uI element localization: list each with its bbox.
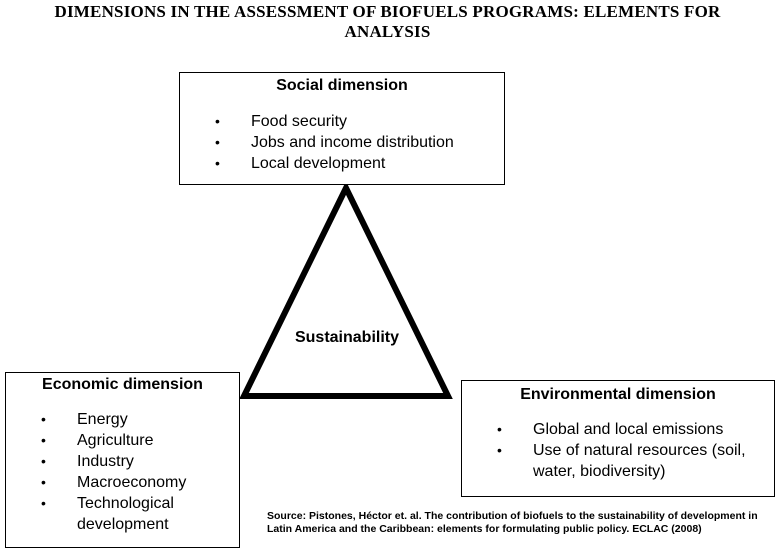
bullet-icon: • — [41, 495, 46, 511]
bullet-icon: • — [497, 442, 502, 458]
bullet-icon: • — [41, 432, 46, 448]
social-dimension-heading: Social dimension — [276, 77, 408, 94]
list-item: • Agriculture — [41, 432, 154, 449]
social-dimension-list — [215, 111, 504, 174]
environmental-dimension-list — [497, 419, 774, 482]
economic-dimension-list — [41, 409, 239, 535]
list-item: • Macroeconomy — [41, 474, 187, 491]
title-line-2: ANALYSIS — [344, 22, 431, 41]
bullet-icon: • — [215, 134, 220, 150]
list-item: • Industry — [41, 453, 134, 470]
list-item: • Jobs and income distribution — [215, 134, 454, 151]
list-item: • Use of natural resources (soil, water, biodiversity) — [497, 442, 746, 480]
bullet-icon: • — [41, 411, 46, 427]
economic-dimension-box — [5, 372, 240, 548]
list-item: • Technological development — [41, 495, 174, 533]
triangle-shape — [244, 188, 448, 396]
bullet-icon: • — [215, 155, 220, 171]
list-item: • Energy — [41, 411, 128, 428]
environmental-dimension-heading: Environmental dimension — [520, 386, 716, 403]
bullet-icon: • — [41, 453, 46, 469]
bullet-icon: • — [41, 474, 46, 490]
social-dimension-box — [179, 72, 505, 185]
list-item: • Food security — [215, 113, 348, 130]
title-line-1: DIMENSIONS IN THE ASSESSMENT OF BIOFUELS PROGRAMS: ELEMENTS FOR — [54, 2, 721, 21]
sustainability-label: Sustainability — [294, 329, 400, 346]
bullet-icon: • — [215, 113, 220, 129]
source-citation: Source: Pistones, Héctor et. al. The contribution of biofuels to the sustainability of development in Latin America and the Caribbean: elements for formulating public policy. ECLAC (2008) — [267, 510, 758, 535]
bullet-icon: • — [497, 421, 502, 437]
environmental-dimension-box — [461, 380, 775, 497]
economic-dimension-heading: Economic dimension — [42, 376, 203, 393]
list-item: • Local development — [215, 155, 386, 172]
list-item: • Global and local emissions — [497, 421, 724, 438]
